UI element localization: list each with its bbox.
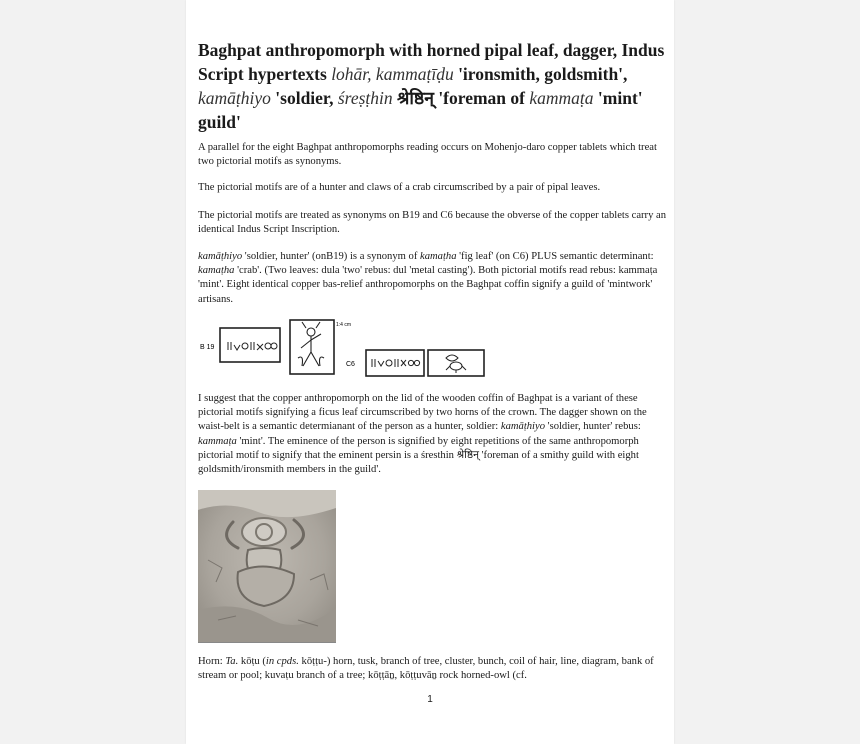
- inscription-signs-icon: [228, 342, 277, 350]
- paragraph-kamathiyo: [198, 250, 668, 307]
- term: kamāṭhiyo: [198, 251, 243, 262]
- document-title: [198, 38, 668, 134]
- paragraph-horn: [198, 655, 668, 683]
- text: kōṭu (: [238, 656, 266, 667]
- title-text: श्रेष्ठिन् 'foreman of: [392, 88, 530, 108]
- text: 'crab'. (Two leaves: dula 'two' rebus: dul 'metal casting'). Both pictorial motifs read rebus: kammaṭa 'mint'. Eight identical copper bas-relief anthropomorphs on the Baghpat coffin signify a guild of 'mintwork' artisans.: [198, 265, 658, 305]
- document-page: [186, 0, 674, 744]
- term: Ta.: [225, 656, 239, 667]
- text: Horn:: [198, 656, 226, 667]
- paragraph-anthropomorph: [198, 392, 668, 477]
- label-c6: C6: [346, 361, 355, 368]
- text: 'soldier, hunter' rebus:: [545, 421, 641, 433]
- text: 'mint'. The eminence of the person is signified by eight repetitions of the same anthropomorph pictorial motif to signify that the eminent persin is a śresthin श्रेष्ठिन् 'foreman of a smithy guild with eight goldsmith/ironsmith members in the guild'.: [198, 435, 639, 476]
- term: kamaṭha: [198, 265, 235, 277]
- title-text: Baghpat anthropomorph with horned pipal leaf, dagger, Indus Script hypertexts: [198, 40, 665, 84]
- title-term-kamathiyo: kamāṭhiyo: [198, 88, 271, 108]
- title-term-sresthin: śreṣṭhin: [337, 88, 393, 108]
- label-b19: B 19: [200, 344, 215, 351]
- text: 'soldier, hunter' (onB19) is a synonym of: [242, 251, 421, 262]
- title-text: 'ironsmith, goldsmith',: [453, 64, 628, 84]
- paragraph-synonyms: The pictorial motifs are treated as synonyms on B19 and C6 because the obverse of the copper tablets carry an identical Indus Script Inscription.: [198, 210, 667, 236]
- crab-leaves-icon: [446, 355, 466, 373]
- text: I suggest that the copper anthropomorph on the lid of the wooden coffin of Baghpat is a variant of these pictorial motifs signifying a ficus leaf circumscribed by two horns of the crown. The dagger shown on the waist-belt is a semantic determianant of the person as a hunter, soldier:: [198, 393, 647, 433]
- label-scale: 1:4 cm: [336, 322, 352, 328]
- anthropomorph-photo: [198, 490, 336, 643]
- title-text: 'soldier,: [270, 88, 338, 108]
- copper-tablet-figure: [198, 318, 498, 380]
- term: kamaṭha: [420, 251, 457, 262]
- inscription-signs-icon: [372, 359, 420, 367]
- paragraph-parallel: A parallel for the eight Baghpat anthropomorphs reading occurs on Mohenjo-daro copper tablets which treat two pictorial motifs as synonyms.: [198, 142, 657, 168]
- paragraph-motifs: The pictorial motifs are of a hunter and claws of a crab circumscribed by a pair of pipal leaves.: [198, 182, 601, 193]
- title-term-lohar: lohār, kammaṭīḍu: [331, 64, 454, 84]
- text: 'fig leaf' (on C6) PLUS semantic determinant:: [456, 251, 654, 262]
- title-term-kammata: kammaṭa: [529, 88, 594, 108]
- page-number: 1: [427, 694, 433, 705]
- title-text: 'mint' guild': [198, 88, 643, 132]
- term: kamāṭhiyo: [500, 421, 546, 433]
- text: kōṭṭu-) horn, tusk, branch of tree, cluster, bunch, coil of hair, line, diagram, bank of stream or pool; kuvaṭu branch of a tree; kōṭṭāṉ, kōṭṭuvāṉ rock horned-owl (cf.: [198, 656, 654, 682]
- term: kammaṭa: [198, 435, 237, 447]
- hunter-figure-icon: [298, 322, 324, 366]
- term: in cpds.: [265, 656, 299, 667]
